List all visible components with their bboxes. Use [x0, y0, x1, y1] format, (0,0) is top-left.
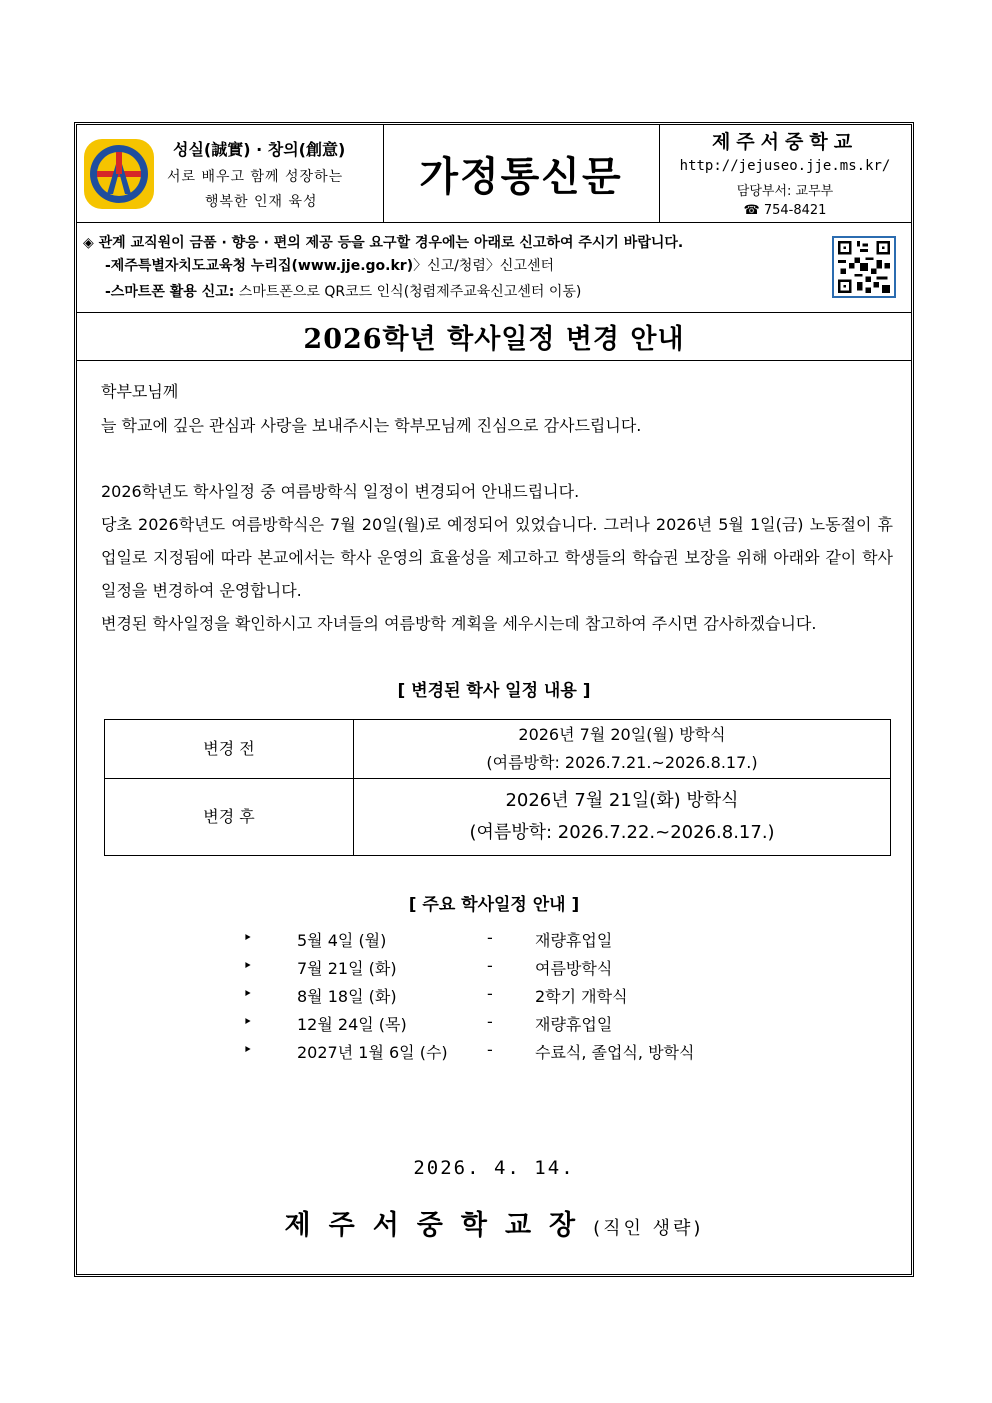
table-row [105, 779, 891, 856]
reason-paragraph: 당초 2026학년도 여름방학식은 7월 20일(월)로 예정되어 있었습니다. 그러나 2026년 5월 1일(금) 노동절이 휴업일로 지정됨에 따라 본교에서는 학사 운영의 효율성을 제고하고 학생들의 학습권 보장을 위해 아래와 같이 학사 일정을 변경하여 운영합니다. [101, 515, 893, 600]
schedule-date: 12월 24일 (목) [297, 1015, 407, 1034]
notice-website-bold: -제주특별자치도교육청 누리집(www.jje.go.kr) [105, 258, 414, 274]
table-row [105, 720, 891, 779]
list-item [237, 984, 837, 1012]
schedule-date: 8월 18일 (화) [297, 987, 397, 1006]
dash: - [487, 956, 493, 975]
before-label: 변경 전 [105, 720, 354, 779]
schedule-event: 재량휴업일 [535, 1015, 613, 1034]
integrity-notice [77, 222, 911, 313]
signature-line [77, 1203, 911, 1242]
schedule-event: 수료식, 졸업식, 방학식 [535, 1043, 695, 1062]
change-section-heading: [ 변경된 학사 일정 내용 ] [397, 681, 591, 701]
notice-website-path: 〉신고/청렴〉신고센터 [413, 258, 555, 274]
issue-date: 2026. 4. 14. [413, 1157, 575, 1179]
schedule-list [237, 928, 837, 1068]
school-logo-icon [83, 138, 155, 210]
list-item [237, 1040, 837, 1068]
bullet: ‣ [243, 956, 253, 975]
qr-code-icon[interactable] [832, 236, 896, 298]
newsletter-title: 가정통신문 [419, 154, 623, 200]
schedule-date: 2027년 1월 6일 (수) [297, 1043, 448, 1062]
document-title: 2026학년 학사일정 변경 안내 [77, 312, 911, 361]
bullet: ‣ [243, 984, 253, 1003]
after-label: 변경 후 [105, 779, 354, 856]
after-value [354, 779, 891, 856]
list-item [237, 1012, 837, 1040]
dash: - [487, 1012, 493, 1031]
school-vision-line2: 행복한 인재 육성 [205, 194, 318, 210]
dash: - [487, 928, 493, 947]
dash: - [487, 1040, 493, 1059]
dash: - [487, 984, 493, 1003]
notice-website [105, 255, 554, 275]
closing-paragraph: 변경된 학사일정을 확인하시고 자녀들의 여름방학 계획을 세우시는데 참고하여 주시면 감사하겠습니다. [101, 614, 817, 633]
after-vacation: (여름방학: 2026.7.22.~2026.8.17.) [469, 822, 775, 843]
school-vision-line1: 서로 배우고 함께 성장하는 [167, 169, 344, 185]
after-date: 2026년 7월 21일(화) 방학식 [505, 790, 739, 811]
school-url-link[interactable]: http://jejuseo.jje.ms.kr/ [679, 158, 891, 174]
school-info-cell [659, 125, 911, 222]
principal-title: 제주서중학교장 [284, 1210, 594, 1241]
school-name: 제주서중학교 [711, 131, 859, 153]
department: 담당부서: 교무부 [736, 184, 834, 199]
title-cell [383, 125, 660, 222]
bullet: ‣ [243, 928, 253, 947]
bullet: ‣ [243, 1012, 253, 1031]
notice-main: ◈ 관계 교직원이 금품 · 향응 · 편의 제공 등을 요구할 경우에는 아래로 신고하여 주시기 바랍니다. [83, 235, 684, 251]
before-value [354, 720, 891, 779]
logo-motto-cell [77, 125, 384, 222]
before-date: 2026년 7월 20일(월) 방학식 [518, 725, 726, 744]
school-motto: 성실(誠實) · 창의(創意) [173, 140, 346, 159]
phone-number: ☎ 754-8421 [743, 203, 827, 218]
greeting: 학부모님께 [101, 382, 179, 401]
document-frame [74, 122, 914, 1277]
notice-smartphone-bold: -스마트폰 활용 신고: [105, 284, 235, 300]
list-item [237, 928, 837, 956]
schedule-event: 재량휴업일 [535, 931, 613, 950]
letterhead [77, 125, 911, 223]
change-table [104, 719, 891, 856]
schedule-event: 여름방학식 [535, 959, 613, 978]
thanks-paragraph: 늘 학교에 깊은 관심과 사랑을 보내주시는 학부모님께 진심으로 감사드립니다. [101, 416, 642, 435]
seal-note: (직인 생략) [593, 1218, 704, 1239]
notice-smartphone-text: 스마트폰으로 QR코드 인식(청렴제주교육신고센터 이동) [234, 284, 582, 300]
schedule-date: 5월 4일 (월) [297, 931, 387, 950]
bullet: ‣ [243, 1040, 253, 1059]
schedule-event: 2학기 개학식 [535, 987, 628, 1006]
schedule-date: 7월 21일 (화) [297, 959, 397, 978]
before-vacation: (여름방학: 2026.7.21.~2026.8.17.) [486, 753, 758, 772]
notice-smartphone [105, 281, 581, 301]
schedule-heading: [ 주요 학사일정 안내 ] [408, 895, 580, 915]
intro-paragraph: 2026학년도 학사일정 중 여름방학식 일정이 변경되어 안내드립니다. [101, 482, 580, 501]
list-item [237, 956, 837, 984]
